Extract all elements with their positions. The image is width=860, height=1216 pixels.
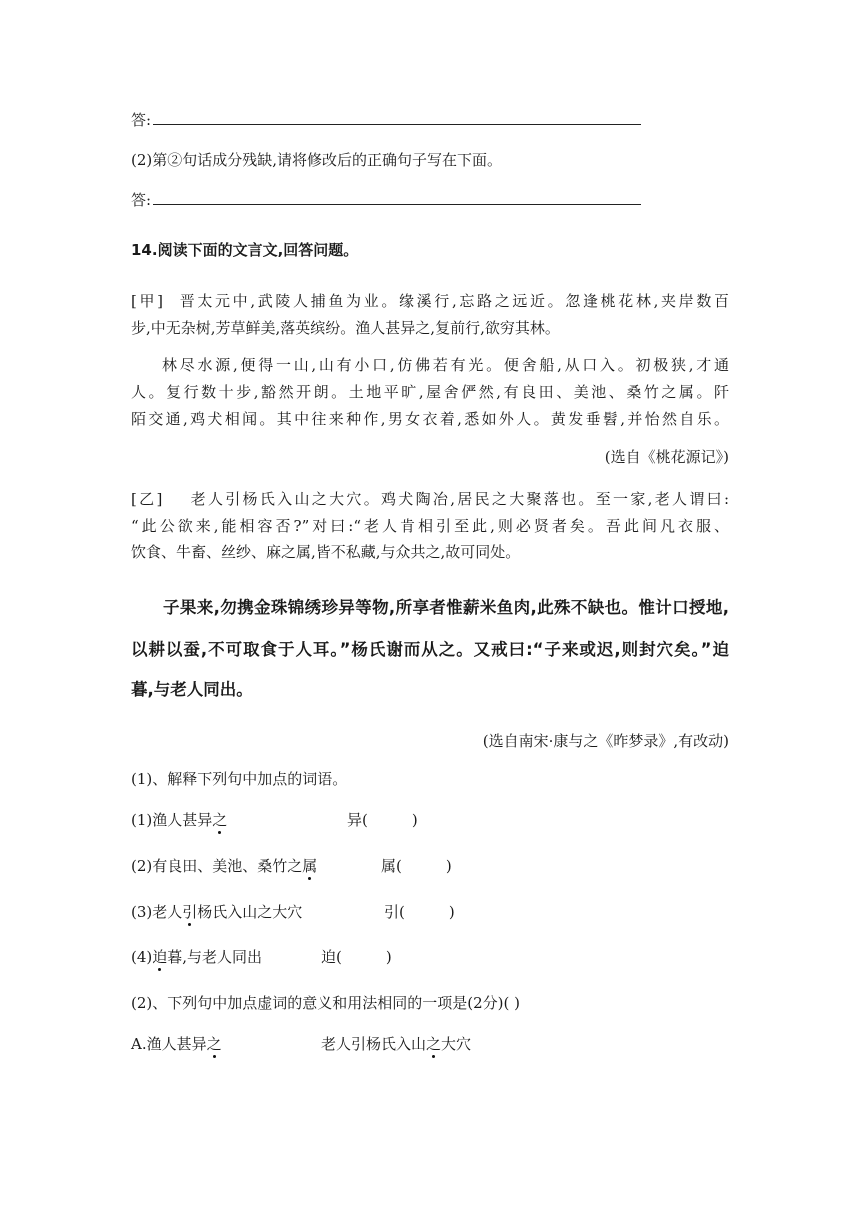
yi-paragraph-2-line-1: 子果来,勿携金珠锦绣珍异等物,所享者惟薪米鱼肉,此殊不缺也。惟计口授地,	[163, 598, 729, 617]
jia-paragraph-1-line-1: [甲] 晋太元中,武陵人捕鱼为业。缘溪行,忘路之远近。忽逢桃花林,夹岸数百	[131, 292, 729, 310]
yi-paragraph-1-line-3: 饮食、牛畜、丝纱、麻之属,皆不私藏,与众共之,故可同处。	[131, 543, 521, 561]
answer-blank[interactable]	[153, 110, 641, 125]
sub-question-1-title: (1)、解释下列句中加点的词语。	[131, 770, 348, 788]
yi-paragraph-1-line-1: [乙] 老人引杨氏入山之大穴。鸡犬陶冶,居民之大聚落也。至一家,老人谓曰:	[131, 490, 729, 508]
yi-label: [乙]	[131, 490, 163, 508]
option-a[interactable]: A.渔人甚异之 老人引杨氏入山之大穴	[131, 1035, 472, 1053]
sub-question-2-title: (2)、下列句中加点虚词的意义和用法相同的一项是(2分)( )	[131, 994, 520, 1012]
yi-paragraph-2-line-2: 以耕以蚕,不可取食于人耳。”杨氏谢而从之。又戒曰:“子来或迟,则封穴矣。”迫	[131, 640, 729, 659]
jia-paragraph-2-line-2: 人。复行数十步,豁然开朗。土地平旷,屋舍俨然,有良田、美池、桑竹之属。阡	[131, 383, 729, 401]
vocab-item-3: (3)老人引杨氏入山之大穴 引( )	[131, 903, 455, 921]
jia-source: (选自《桃花源记》)	[604, 448, 729, 466]
dotted-char: 之	[212, 811, 228, 829]
answer-label: 答:	[131, 191, 152, 209]
question-14-title: 14.阅读下面的文言文,回答问题。	[131, 241, 359, 259]
jia-paragraph-1-line-2: 步,中无杂树,芳草鲜美,落英缤纷。渔人甚异之,复前行,欲穷其林。	[131, 319, 560, 337]
dotted-char: 之	[206, 1035, 222, 1053]
vocab-item-1: (1)渔人甚异之 异( )	[131, 811, 418, 829]
answer-line-1[interactable]	[131, 110, 641, 130]
question-item-2: (2)第②句话成分残缺,请将修改后的正确句子写在下面。	[131, 151, 503, 169]
yi-paragraph-2-line-3: 暮,与老人同出。	[131, 680, 253, 699]
yi-paragraph-1-line-2: “此公欲来,能相容否?”对曰:“老人肯相引至此,则必贤者矣。吾此间凡衣服、	[131, 517, 729, 535]
vocab-item-4: (4)迫暮,与老人同出 迫( )	[131, 948, 392, 966]
answer-label: 答:	[131, 111, 152, 129]
answer-line-2[interactable]	[131, 190, 641, 210]
answer-blank[interactable]	[153, 190, 641, 205]
dotted-char: 迫	[152, 948, 168, 966]
yi-source: (选自南宋·康与之《昨梦录》,有改动)	[482, 732, 729, 750]
jia-label: [甲]	[131, 292, 164, 310]
jia-paragraph-2-line-1: 林尽水源,便得一山,山有小口,仿佛若有光。便舍船,从口入。初极狭,才通	[162, 356, 729, 374]
vocab-item-2: (2)有良田、美池、桑竹之属 属( )	[131, 857, 452, 875]
jia-paragraph-2-line-3: 陌交通,鸡犬相闻。其中往来种作,男女衣着,悉如外人。黄发垂髫,并怡然自乐。	[131, 410, 729, 428]
dotted-char: 属	[302, 857, 318, 875]
dotted-char: 引	[182, 903, 198, 921]
dotted-char: 之	[426, 1035, 442, 1053]
